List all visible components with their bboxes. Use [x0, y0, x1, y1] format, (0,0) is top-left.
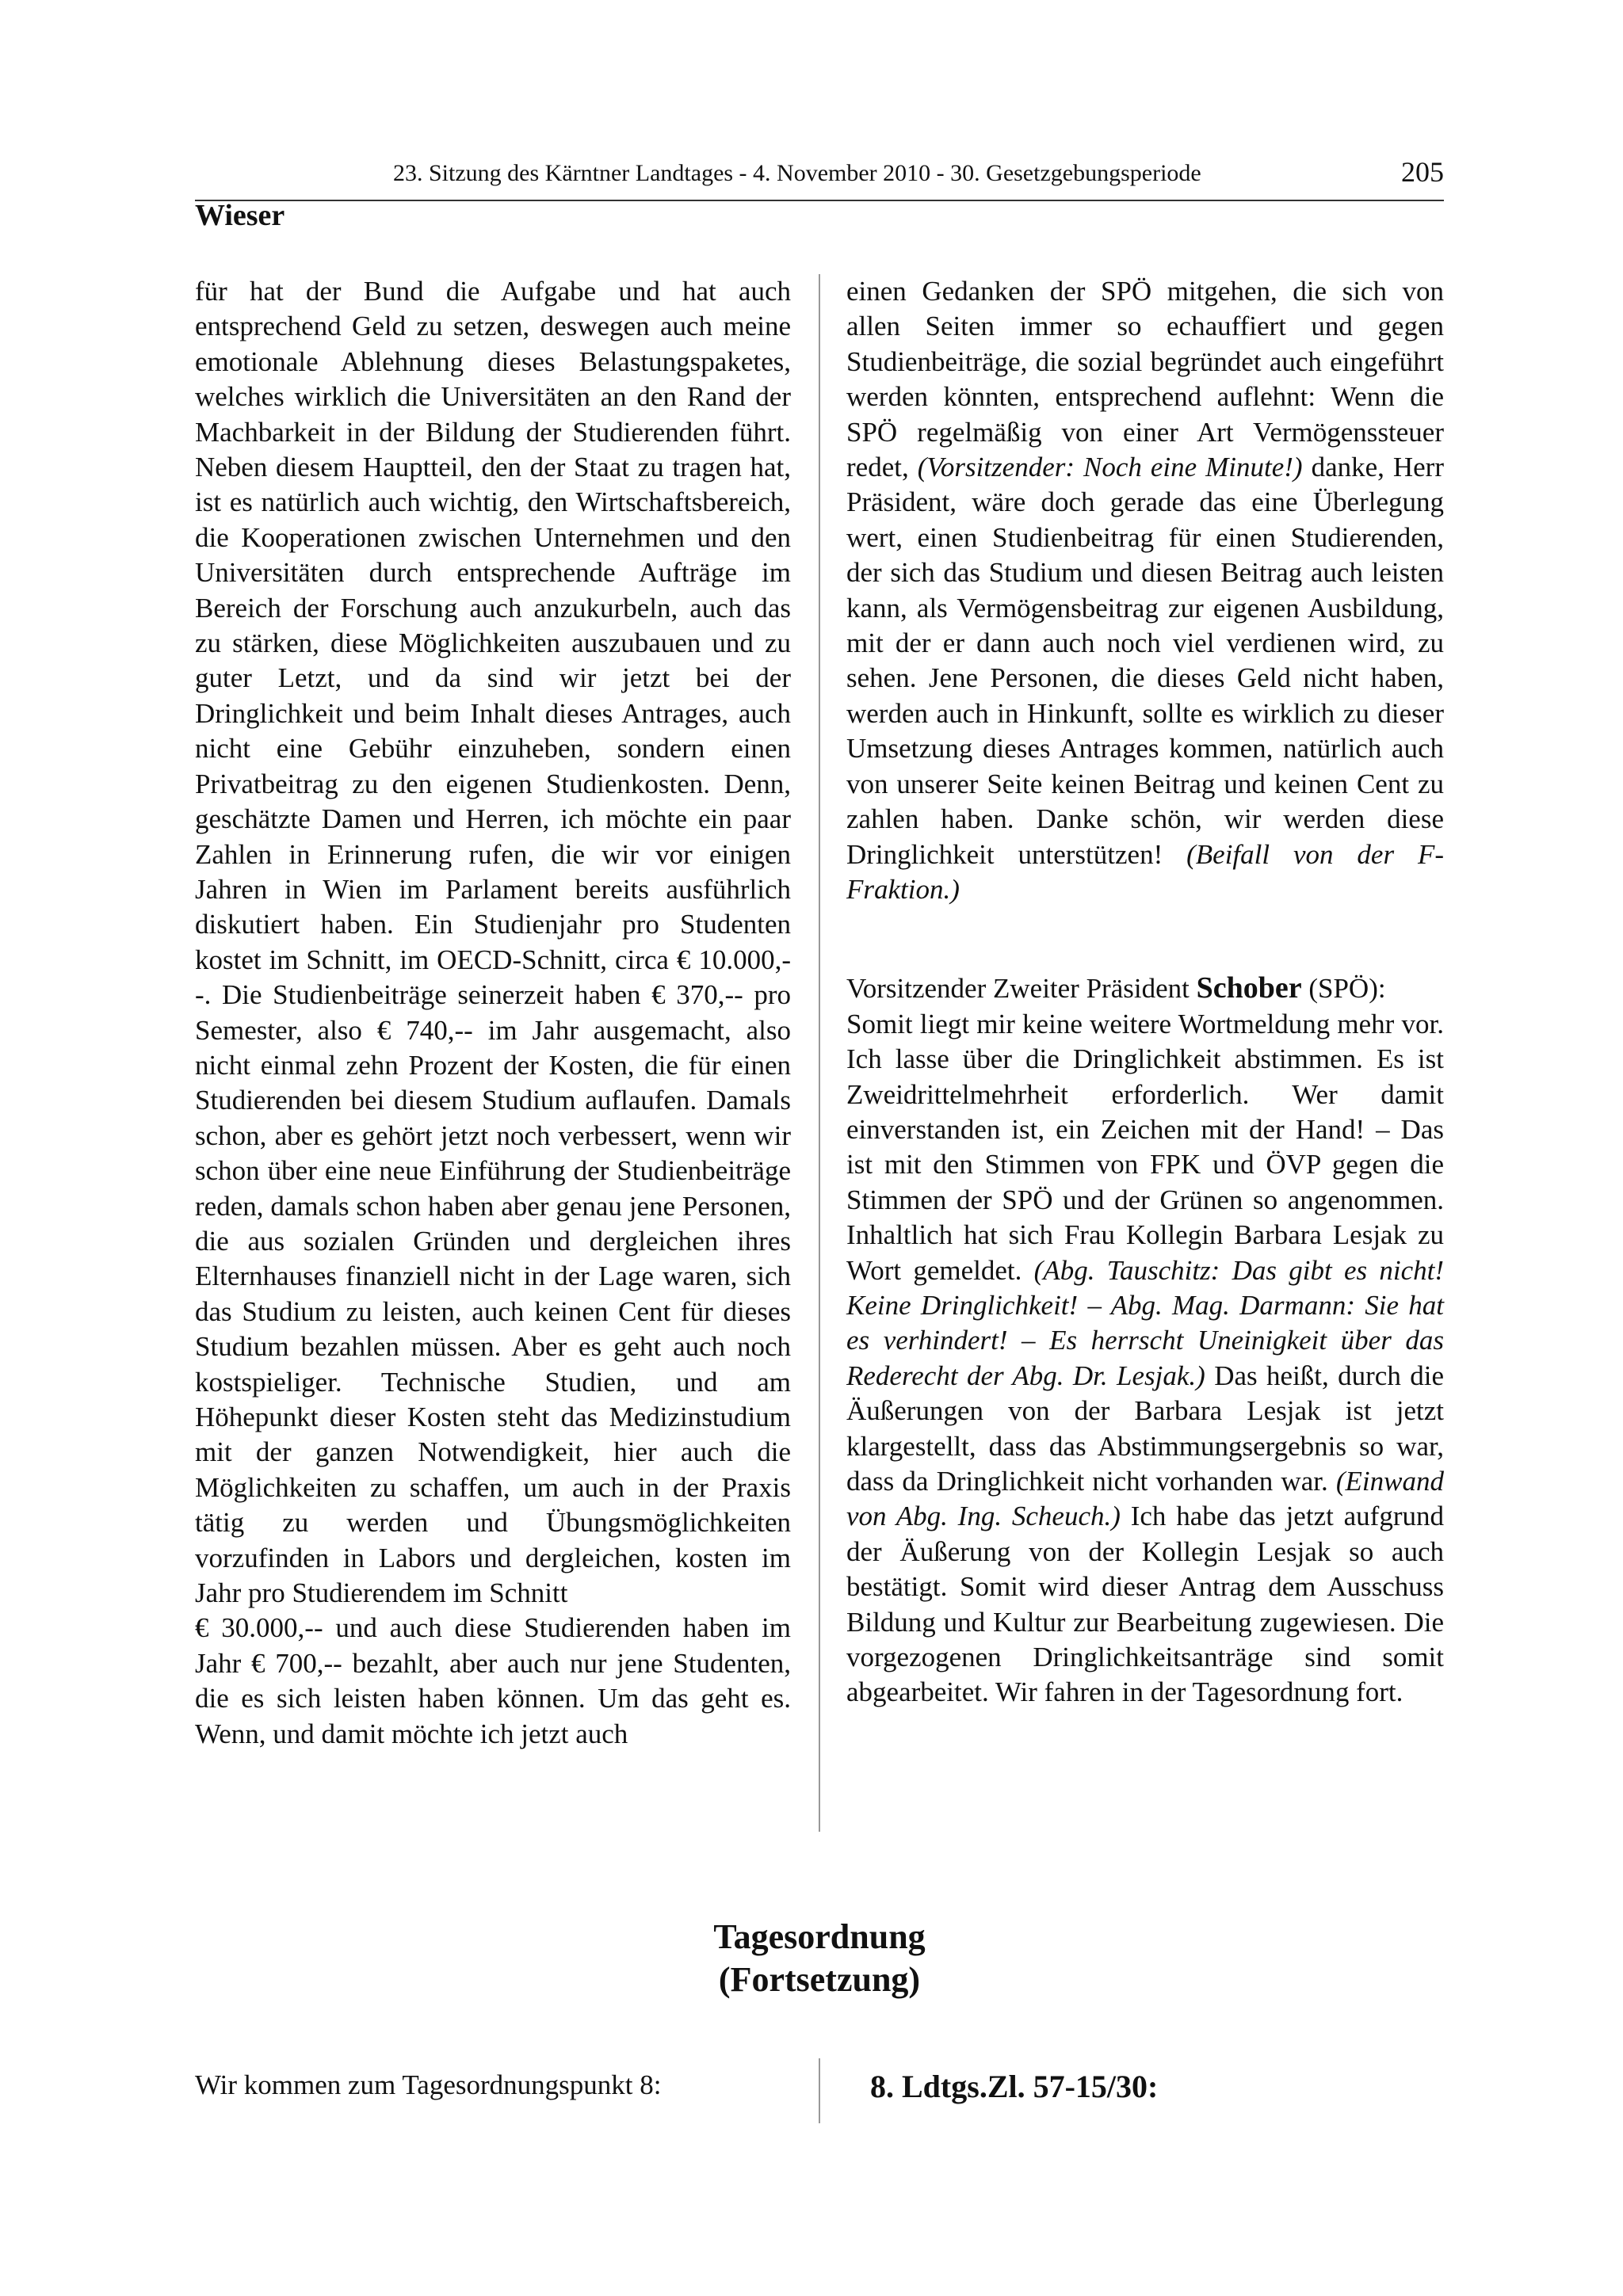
interjection: (Einwand von Abg. Ing. Scheuch.): [846, 1466, 1444, 1532]
interjection: (Vorsitzender: Noch eine Minute!): [917, 452, 1303, 483]
chair-text: Das heißt, durch die Äußerungen von der Barbara Lesjak ist jetzt klargestellt, dass das Abstimmungsergebnis so war, dass da Dringlichkeit nicht vorhanden war.: [846, 1360, 1444, 1497]
speech-end-paragraph: [846, 274, 1444, 907]
page-number: 205: [1401, 156, 1444, 188]
section-heading: [0, 1916, 1623, 2001]
right-column: [846, 274, 1444, 1711]
agenda-intro: Wir kommen zum Tagesordnungspunkt 8:: [195, 2069, 662, 2100]
page-header: [195, 155, 1444, 201]
chair-party: (SPÖ):: [1301, 973, 1386, 1005]
chair-text: Somit liegt mir keine weitere Wortmeldung mehr vor. Ich lasse über die Dringlichkeit abstimmen. Es ist Zweidrittelmehrheit erforderlich. Wer damit einverstanden ist, ein Zeichen mit der Hand! – Das ist mit den Stimmen von FPK und ÖVP gegen die Stimmen der SPÖ und der Grünen so angenommen. Inhaltlich hat sich Frau Kollegin Barbara Lesjak zu Wort gemeldet.: [846, 1008, 1444, 1286]
chair-paragraph: [846, 1007, 1444, 1711]
agenda-item-number: 8. Ldtgs.Zl. 57-15/30:: [870, 2069, 1159, 2104]
header-title: 23. Sitzung des Kärntner Landtages - 4. November 2010 - 30. Gesetzgebungsperiode: [393, 160, 1201, 186]
spacer: [846, 907, 1444, 971]
left-paragraph-continued: € 30.000,-- und auch diese Studierenden haben im Jahr € 700,-- bezahlt, aber auch nur jene Studenten, die es sich leisten haben können. Um das geht es. Wenn, und damit möchte ich jetzt auch: [195, 1612, 791, 1749]
section-title: Tagesordnung: [713, 1917, 926, 1956]
speech-text: einen Gedanken der SPÖ mitgehen, die sich von allen Seiten immer so echauffiert und gegen Studienbeiträge, die sozial begründet auch eingeführt werden könnten, entsprechend auflehnt: Wenn die SPÖ regelmäßig von einer Art Vermögenssteuer redet,: [846, 276, 1444, 483]
column-divider-bottom: [819, 2058, 820, 2123]
chair-title: Vorsitzender Zweiter Präsident: [846, 973, 1197, 1005]
left-paragraph: für hat der Bund die Aufgabe und hat auch entsprechend Geld zu setzen, deswegen auch meine emotionale Ablehnung dieses Belastungspaketes, welches wirklich die Universitäten an den Rand der Machbarkeit in der Bildung der Studierenden führt. Neben diesem Hauptteil, den der Staat zu tragen hat, ist es natürlich auch wichtig, den Wirtschaftsbereich, die Kooperationen zwischen Unternehmen und den Universitäten durch entsprechende Aufträge im Bereich der Forschung auch anzukurbeln, auch das zu stärken, diese Möglichkeiten auszubauen und zu guter Letzt, und da sind wir jetzt bei der Dringlichkeit und beim Inhalt dieses Antrages, auch nicht eine Gebühr einzuheben, sondern einen Privatbeitrag zu den eigenen Studienkosten. Denn, geschätzte Damen und Herren, ich möchte ein paar Zahlen in Erinnerung rufen, die wir vor einigen Jahren in Wien im Parlament bereits ausführlich diskutiert haben. Ein Studienjahr pro Studenten kostet im Schnitt, im OECD-Schnitt, circa € 10.000,--. Die Studienbeiträge seinerzeit haben € 370,-- pro Semester, also € 740,-- im Jahr ausgemacht, also nicht einmal zehn Prozent der Kosten, die für einen Studierenden bei diesem Studium auflaufen. Damals schon, aber es gehört jetzt noch verbessert, wenn wir schon über eine neue Einführung der Studienbeiträge reden, damals schon haben aber genau jene Personen, die aus sozialen Gründen und dergleichen ihres Elternhauses finanziell nicht in der Lage waren, sich das Studium zu leisten, auch keinen Cent für dieses Studium bezahlen müssen. Aber es geht auch noch kostspieliger. Technische Studien, und am Höhepunkt dieser Kosten steht das Medizinstudium mit der ganzen Notwendigkeit, hier auch die Möglichkeiten zu schaffen, um auch in der Praxis tätig zu werden und Übungsmöglichkeiten vorzufinden in Labors und dergleichen, kosten im Jahr pro Studierendem im Schnitt: [195, 276, 791, 1609]
chair-speaker-line: [846, 971, 1444, 1006]
applause-note: (Beifall von der F-Fraktion.): [846, 838, 1444, 905]
speaker-name: Wieser: [195, 199, 285, 232]
chair-text: Ich habe das jetzt aufgrund der Äußerung von der Kollegin Lesjak so auch bestätigt. Somit wird dieser Antrag dem Ausschuss Bildung und Kultur zur Bearbeitung zugewiesen. Die vorgezogenen Dringlichkeitsanträge sind somit abgearbeitet. Wir fahren in der Tagesordnung fort.: [846, 1501, 1444, 1708]
chair-name: Schober: [1196, 971, 1302, 1005]
column-divider: [819, 274, 820, 1832]
speech-text: danke, Herr Präsident, wäre doch gerade das eine Überlegung wert, einen Studienbeitrag für einen Studierenden, der sich das Studium und diesen Beitrag auch leisten kann, als Vermögensbeitrag zur eigenen Ausbildung, mit der er dann auch noch viel verdienen wird, zu sehen. Jene Personen, die dieses Geld nicht haben, werden auch in Hinkunft, sollte es wirklich zu dieser Umsetzung dieses Antrages kommen, natürlich auch von unserer Seite keinen Beitrag und keinen Cent zu zahlen haben. Danke schön, wir werden diese Dringlichkeit unterstützen!: [846, 452, 1444, 870]
interjection: (Abg. Tauschitz: Das gibt es nicht! Keine Dringlichkeit! – Abg. Mag. Darmann: Sie hat es verhindert! – Es herrscht Uneinigkeit über das Rederecht der Abg. Dr. Lesjak.): [846, 1254, 1444, 1391]
left-column: [195, 274, 791, 1752]
section-subtitle: (Fortsetzung): [718, 1960, 921, 1999]
